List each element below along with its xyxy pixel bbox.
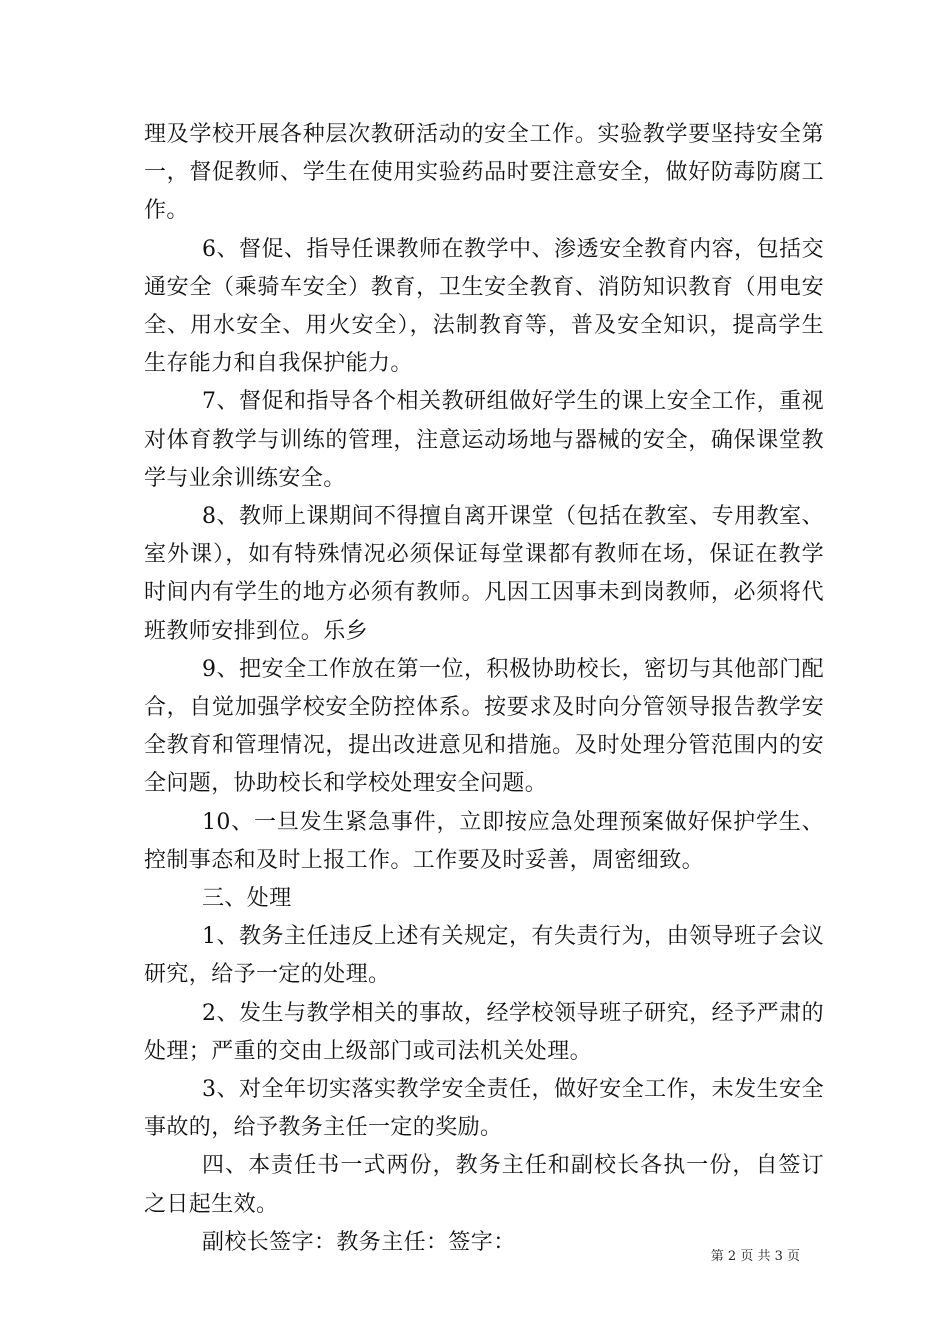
paragraph-item-7: 7、督促和指导各个相关教研组做好学生的课上安全工作，重视对体育教学与训练的管理，注意运动场地与器械的安全，确保课堂教学与业余训练安全。 [144,389,824,491]
page-number-footer: 第 2 页 共 3 页 [710,1249,800,1264]
paragraph-item-9: 9、把安全工作放在第一位，积极协助校长，密切与其他部门配合，自觉加强学校安全防控体系。按要求及时向分管领导报告教学安全教育和管理情况，提出改进意见和措施。及时处理分管范围内的安全问题，协助校长和学校处理安全问题。 [144,656,824,797]
signature-line: 副校长签字：教务主任：签字： [202,1229,516,1255]
paragraph-continuation: 理及学校开展各种层次教研活动的安全工作。实验教学要坚持安全第一，督促教师、学生在使用实验药品时要注意安全，做好防毒防腐工作。 [144,122,824,224]
paragraph-item-10: 10、一旦发生紧急事件，立即按应急处理预案做好保护学生、控制事态和及时上报工作。工作要及时妥善，周密细致。 [144,809,824,873]
paragraph-handling-1: 1、教务主任违反上述有关规定，有失责行为，由领导班子会议研究，给予一定的处理。 [144,924,824,988]
document-body [144,116,824,1262]
paragraph-item-6: 6、督促、指导任课教师在教学中、渗透安全教育内容，包括交通安全（乘骑车安全）教育，卫生安全教育、消防知识教育（用电安全、用水安全、用火安全），法制教育等，普及安全知识，提高学生生存能力和自我保护能力。 [144,236,824,377]
paragraph-handling-3: 3、对全年切实落实教学安全责任，做好安全工作，未发生安全事故的，给予教务主任一定的奖励。 [144,1077,824,1141]
paragraph-section-4: 四、本责任书一式两份，教务主任和副校长各执一份，自签订之日起生效。 [144,1153,824,1217]
paragraph-item-8: 8、教师上课期间不得擅自离开课堂（包括在教室、专用教室、室外课），如有特殊情况必须保证每堂课都有教师在场，保证在教学时间内有学生的地方必须有教师。凡因工因事未到岗教师，必须将代班教师安排到位。乐乡 [144,504,824,644]
paragraph-handling-2: 2、发生与教学相关的事故，经学校领导班子研究，经予严肃的处理；严重的交由上级部门或司法机关处理。 [144,1000,824,1064]
section-heading-handling: 三、处理 [202,886,292,912]
